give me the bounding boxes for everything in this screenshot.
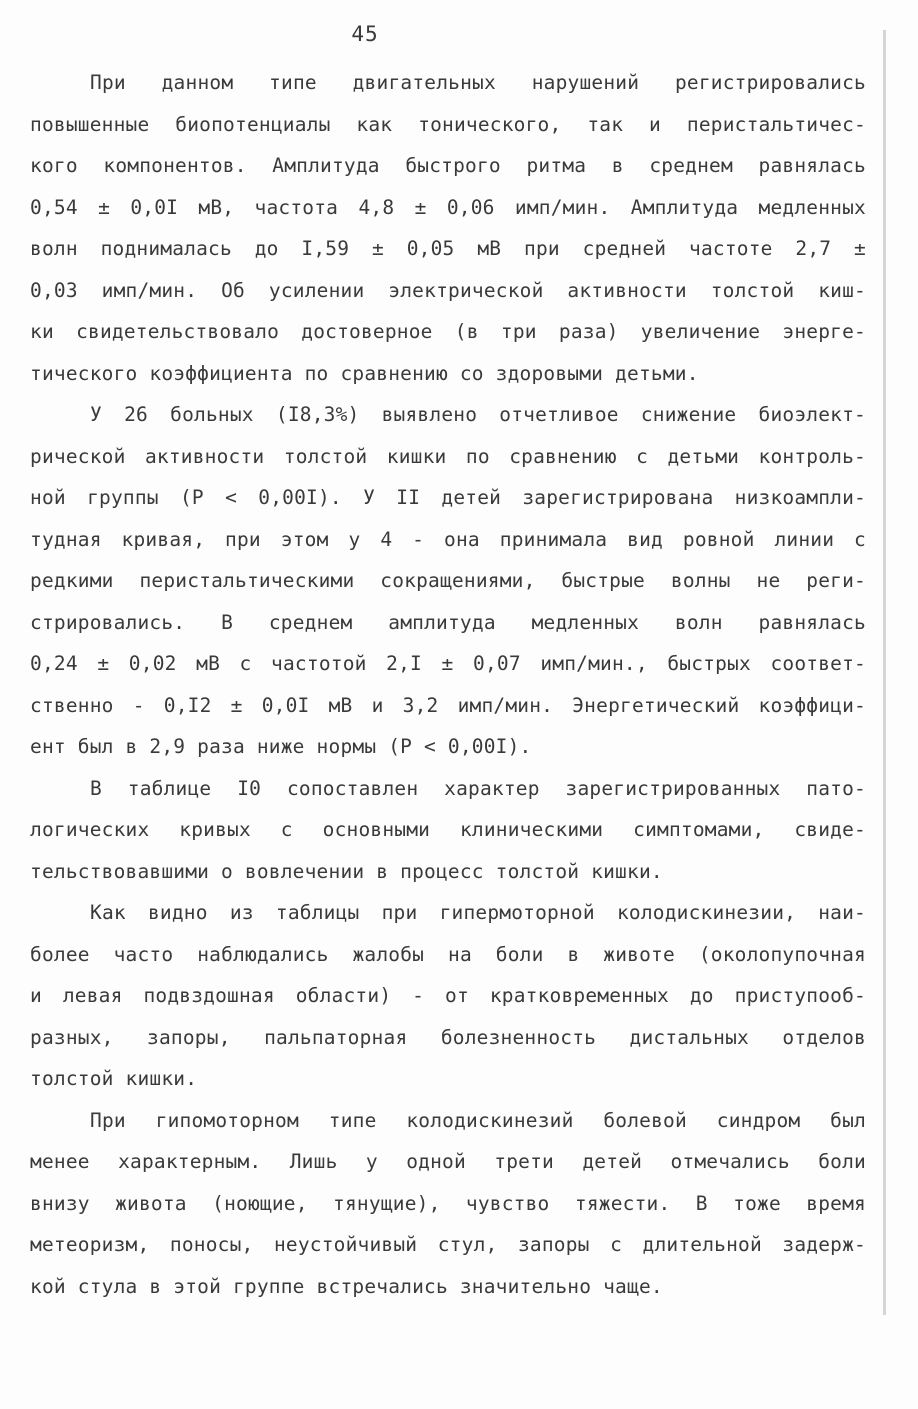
text-line: При гипомоторном типе колодискинезий болевой синдром был bbox=[90, 1108, 866, 1132]
text-line: толстой кишки. bbox=[30, 1067, 198, 1090]
text-line: рической активности толстой кишки по сравнению с детьми контроль- bbox=[30, 444, 866, 468]
text-line: внизу живота (ноющие, тянущие), чувство тяжести. В тоже время bbox=[30, 1191, 866, 1215]
text-line: редкими перистальтическими сокращениями, быстрые волны не реги- bbox=[30, 569, 866, 592]
text-line: менее характерным. Лишь у одной трети детей отмечались боли bbox=[30, 1150, 866, 1173]
text-line: стрировались. В среднем амплитуда медленных волн равнялась bbox=[30, 610, 866, 634]
text-line: кой стула в этой группе встречались значительно чаще. bbox=[30, 1274, 663, 1298]
text-line: ной группы (Р < 0,00I). У II детей зарегистрирована низкоампли- bbox=[30, 486, 866, 509]
body-text bbox=[30, 62, 866, 1307]
margin-rule bbox=[883, 30, 886, 1315]
text-line: 0,54 ± 0,0I мВ, частота 4,8 ± 0,06 имп/мин. Амплитуда медленных bbox=[30, 195, 866, 219]
page-number: 45 bbox=[351, 22, 379, 46]
text-line: В таблице I0 сопоставлен характер зарегистрированных пато- bbox=[90, 776, 866, 800]
text-line: тического коэффициента по сравнению со здоровыми детьми. bbox=[30, 361, 699, 385]
text-line: волн поднималась до I,59 ± 0,05 мВ при средней частоте 2,7 ± bbox=[30, 237, 866, 260]
text-line: логических кривых с основными клиническими симптомами, свиде- bbox=[30, 818, 866, 841]
text-line: повышенные биопотенциалы как тонического, так и перистальтичес- bbox=[30, 112, 866, 136]
text-line: У 26 больных (I8,3%) выявлено отчетливое снижение биоэлект- bbox=[90, 403, 866, 426]
text-line: 0,03 имп/мин. Об усилении электрической активности толстой киш- bbox=[30, 278, 866, 302]
text-line: ственно - 0,I2 ± 0,0I мВ и 3,2 имп/мин. Энергетический коэффици- bbox=[30, 693, 866, 717]
text-line: 0,24 ± 0,02 мВ с частотой 2,I ± 0,07 имп/мин., быстрых соответ- bbox=[30, 652, 866, 675]
text-line: разных, запоры, пальпаторная болезненность дистальных отделов bbox=[30, 1025, 866, 1049]
text-line: более часто наблюдались жалобы на боли в животе (околопупочная bbox=[30, 942, 866, 966]
text-line: Как видно из таблицы при гипермоторной колодискинезии, наи- bbox=[90, 901, 866, 924]
text-line: и левая подвздошная области) - от кратковременных до приступооб- bbox=[30, 984, 866, 1007]
text-line: ент был в 2,9 раза ниже нормы (Р < 0,00I). bbox=[30, 735, 532, 758]
text-line: При данном типе двигательных нарушений регистрировались bbox=[90, 71, 866, 94]
text-line: тудная кривая, при этом у 4 - она принимала вид ровной линии с bbox=[30, 527, 866, 551]
text-line: метеоризм, поносы, неустойчивый стул, запоры с длительной задерж- bbox=[30, 1233, 866, 1256]
text-line: кого компонентов. Амплитуда быстрого ритма в среднем равнялась bbox=[30, 154, 866, 177]
text-line: тельствовавшими о вовлечении в процесс толстой кишки. bbox=[30, 859, 663, 883]
text-line: ки свидетельствовало достоверное (в три раза) увеличение энерге- bbox=[30, 320, 866, 343]
